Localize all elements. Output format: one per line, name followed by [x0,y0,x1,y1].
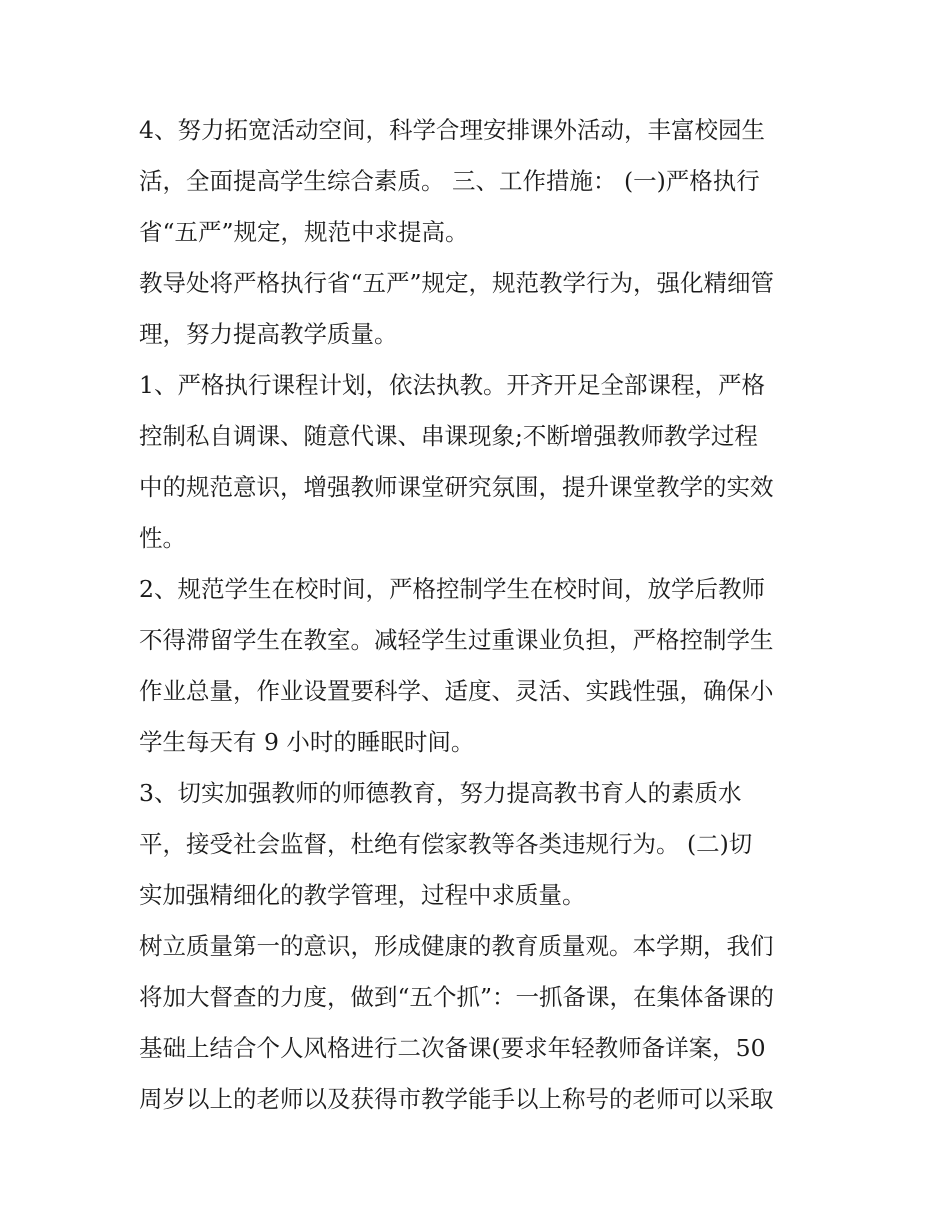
text-line: 活，全面提高学生综合素质。 三、工作措施： (一)严格执行 [139,167,760,195]
text-line: 平，接受社会监督，杜绝有偿家教等各类违规行为。 (二)切 [139,830,753,858]
text-line: 性。 [139,524,186,552]
text-line: 省“五严”规定，规范中求提高。 [139,218,469,246]
text-line: 理，努力提高教学质量。 [139,320,398,348]
text-line: 中的规范意识，增强教师课堂研究氛围，提升课堂教学的实效 [139,473,774,501]
text-line: 不得滞留学生在教室。减轻学生过重课业负担，严格控制学生 [139,626,774,654]
document-body [139,108,819,1128]
text-line: 控制私自调课、随意代课、串课现象;不断增强教师教学过程 [139,422,758,450]
text-line: 1、严格执行课程计划，依法执教。开齐开足全部课程，严格 [139,371,765,399]
text-line: 3、切实加强教师的师德教育，努力提高教书育人的素质水 [139,779,742,807]
text-line: 学生每天有 9 小时的睡眠时间。 [139,728,475,756]
text-line: 实加强精细化的教学管理，过程中求质量。 [139,881,586,909]
text-line: 教导处将严格执行省“五严”规定，规范教学行为，强化精细管 [139,269,775,297]
text-line: 将加大督查的力度，做到“五个抓”：一抓备课，在集体备课的 [139,983,775,1011]
text-line: 2、规范学生在校时间，严格控制学生在校时间，放学后教师 [139,575,765,603]
text-line: 周岁以上的老师以及获得市教学能手以上称号的老师可以采取 [139,1085,774,1113]
text-line: 4、努力拓宽活动空间，科学合理安排课外活动，丰富校园生 [139,116,765,144]
text-line: 树立质量第一的意识，形成健康的教育质量观。本学期，我们 [139,932,774,960]
text-line: 作业总量，作业设置要科学、适度、灵活、实践性强，确保小 [139,677,774,705]
text-line: 基础上结合个人风格进行二次备课(要求年轻教师备详案，50 [139,1034,766,1062]
